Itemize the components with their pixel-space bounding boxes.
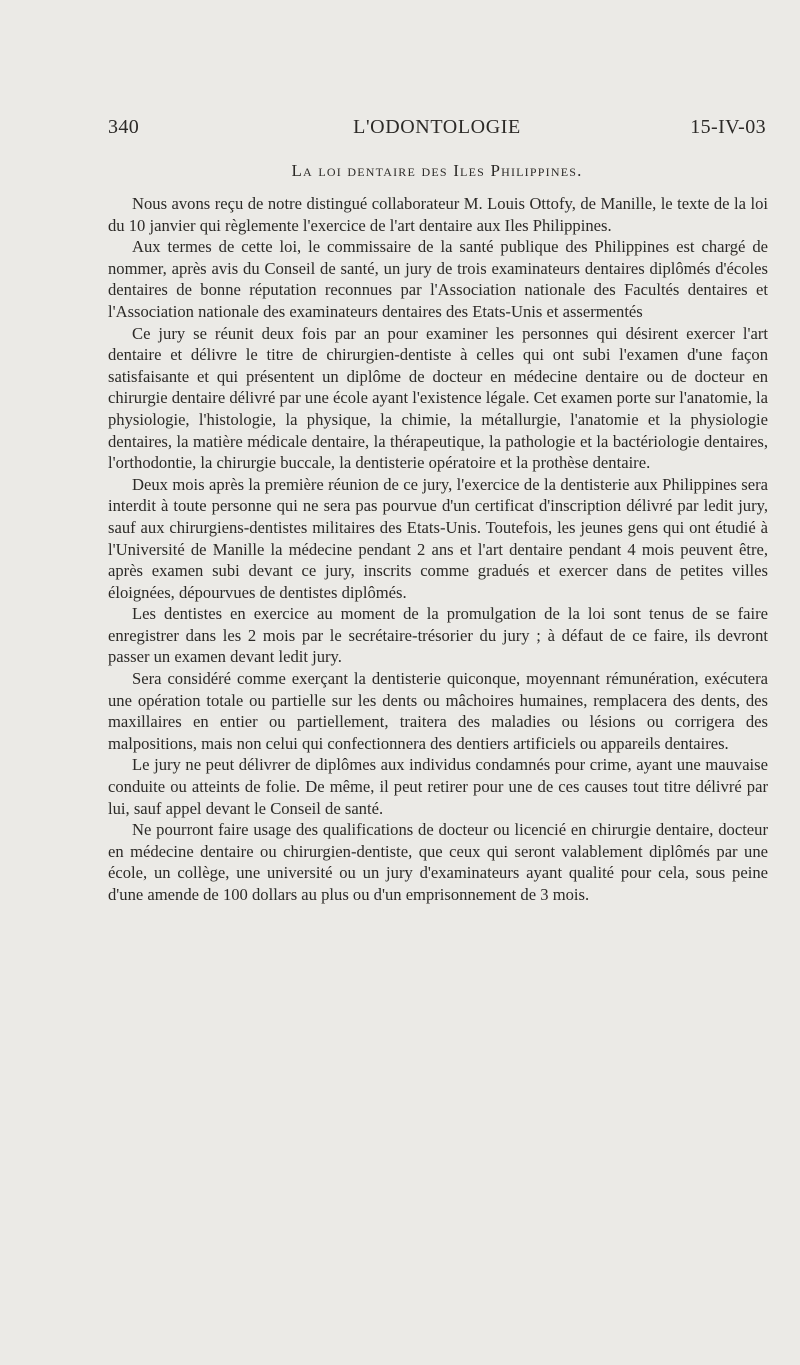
paragraph: Ne pourront faire usage des qualifications de docteur ou licencié en chirurgie dentaire, docteur en médecine dentaire ou chirurgien-dentiste, que ceux qui seront valablement diplômés par une école, un collège, une université ou un jury d'examinateurs ayant qualité pour cela, sous peine d'une amende de 100 dollars au plus ou d'un emprisonnement de 3 mois. (108, 820, 768, 904)
journal-title: L'ODONTOLOGIE (353, 116, 521, 138)
issue-date: 15-IV-03 (690, 116, 766, 138)
paragraph: Sera considéré comme exerçant la dentisterie quiconque, moyennant rémunération, exécutera une opération totale ou partielle sur les dents ou mâchoires humaines, remplacera des dents, des maxillaires en entier ou partiellement, traitera des maladies ou lésions ou corrigera des malpositions, mais non celui qui confectionnera des dentiers artificiels ou appareils dentaires. (108, 669, 768, 753)
page-number: 340 (108, 116, 140, 138)
paragraph: Le jury ne peut délivrer de diplômes aux individus condamnés pour crime, ayant une mauvaise conduite ou atteints de folie. De même, il peut retirer pour une de ces causes tout titre délivré par lui, sauf appel devant le Conseil de santé. (108, 755, 768, 818)
paragraph: Les dentistes en exercice au moment de la promulgation de la loi sont tenus de se faire enregistrer dans les 2 mois par le secrétaire-trésorier du jury ; à défaut de ce faire, ils devront passer un examen devant ledit jury. (108, 604, 768, 667)
paragraph: Nous avons reçu de notre distingué collaborateur M. Louis Ottofy, de Manille, le texte de la loi du 10 janvier qui règlemente l'exercice de l'art dentaire aux Iles Philippines. (108, 194, 768, 235)
paragraph: Ce jury se réunit deux fois par an pour examiner les personnes qui désirent exercer l'art dentaire et délivre le titre de chirurgien-dentiste à celles qui ont subi l'examen d'une façon satisfaisante et qui présentent un diplôme de docteur en médecine dentaire ou de docteur en chirurgie dentaire délivré par une école ayant l'existence légale. Cet examen porte sur l'anatomie, la physiologie, l'histologie, la physique, la chimie, la métallurgie, l'anatomie et la physiologie dentaires, la matière médicale dentaire, la thérapeutique, la pathologie et la bactériologie dentaires, l'orthodontie, la chirurgie buccale, la dentisterie opératoire et la prothèse dentaire. (108, 323, 768, 473)
article-body (108, 193, 768, 906)
running-header (108, 116, 766, 142)
article-title: La loi dentaire des Iles Philippines. (291, 161, 583, 180)
paragraph: Aux termes de cette loi, le commissaire de la santé publique des Philippines est chargé de nommer, après avis du Conseil de santé, un jury de trois examinateurs dentaires diplômés d'écoles dentaires de bonne réputation reconnues par l'Association nationale des Facultés dentaires et l'Association nationale des examinateurs dentaires des Etats-Unis et assermentés (108, 237, 768, 321)
paragraph: Deux mois après la première réunion de ce jury, l'exercice de la dentisterie aux Philippines sera interdit à toute personne qui ne sera pas pourvue d'un certificat d'inscription délivré par ledit jury, sauf aux chirurgiens-dentistes militaires des Etats-Unis. Toutefois, les jeunes gens qui ont étudié à l'Université de Manille la médecine pendant 2 ans et l'art dentaire pendant 4 mois peuvent être, après examen subi devant ce jury, inscrits comme gradués et exercer dans de petites villes éloignées, dépourvues de dentistes diplômés. (108, 474, 768, 602)
